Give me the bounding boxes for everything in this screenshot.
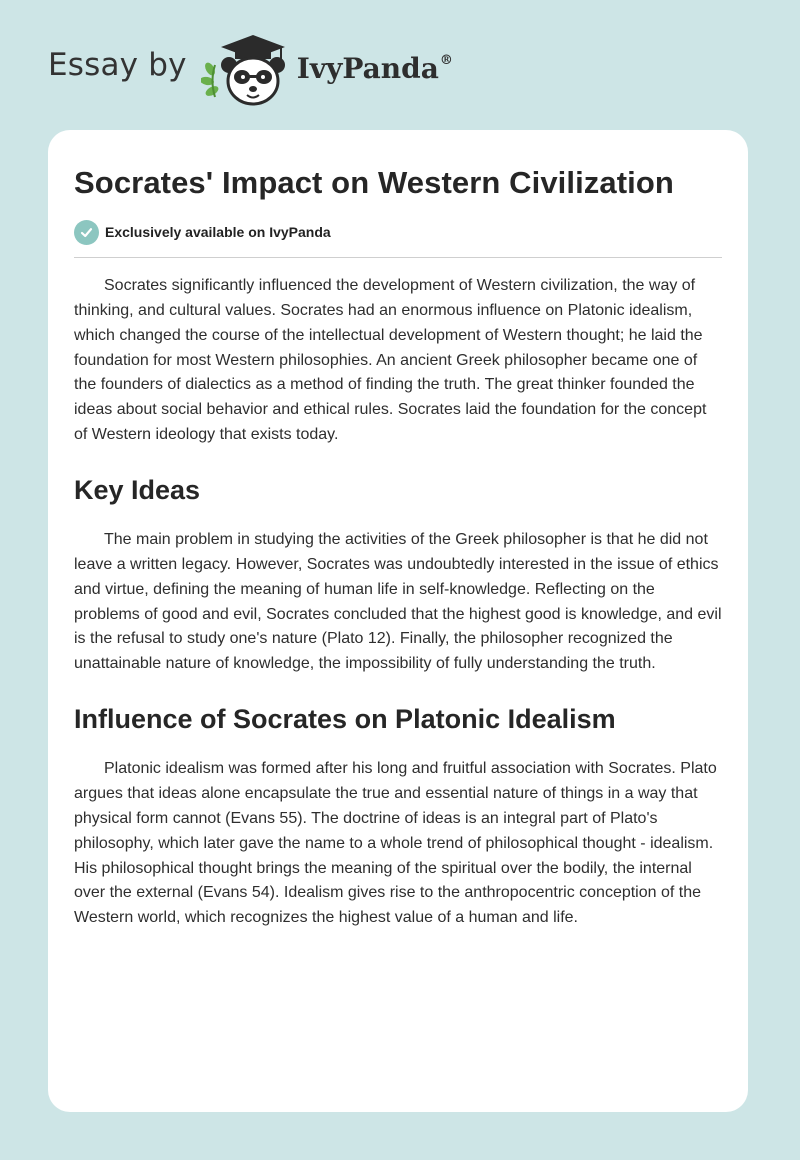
brand-name: IvyPanda <box>296 51 439 85</box>
section-heading-platonic-idealism: Influence of Socrates on Platonic Idealism <box>74 703 616 734</box>
exclusive-badge <box>74 219 722 245</box>
check-icon <box>74 220 99 245</box>
essay-by-label: Essay by <box>48 47 187 83</box>
trademark-symbol: ® <box>439 52 453 68</box>
section-paragraph-platonic-idealism: Platonic idealism was formed after his long and fruitful association with Socrates. Plato argues that ideas alone encapsulate the true and essential nature of things in a way that physical form cannot (Evans 55). The doctrine of ideas is an integral part of Plato's philosophy, which later gave the name to a whole trend of philosophical thought - idealism. His philosophical thought brings the meaning of the spiritual over the bodily, the internal over the external (Evans 54). Idealism gives rise to the anthropocentric conception of the Western world, which recognizes the highest value of a human and life. <box>74 760 717 927</box>
title-divider <box>74 257 722 258</box>
section-paragraph-key-ideas: The main problem in studying the activities of the Greek philosopher is that he did not leave a written legacy. However, Socrates was undoubtedly interested in the issue of ethics and virtue, defining the meaning of human life in self-knowledge. Reflecting on the problems of good and evil, Socrates concluded that the highest good is knowledge, and evil is the refusal to study one's nature (Plato 12). Finally, the philosopher recognized the unattainable nature of knowledge, the impossibility of fully understanding the truth. <box>74 531 722 673</box>
exclusive-label: Exclusively available on IvyPanda <box>105 224 331 241</box>
page-title: Socrates' Impact on Western Civilization <box>74 165 674 200</box>
intro-paragraph: Socrates significantly influenced the development of Western civilization, the way of thinking, and cultural values. Socrates had an enormous influence on Platonic idealism, which changed the course of the intellectual development of Western thought; he laid the foundation for most Western philosophies. An ancient Greek philosopher became one of the founders of dialectics as a method of finding the truth. The great thinker founded the ideas about social behavior and ethical rules. Socrates laid the foundation for the concept of Western ideology that exists today. <box>74 277 707 443</box>
site-header <box>48 30 453 110</box>
essay-card <box>48 130 748 1112</box>
ivypanda-wordmark[interactable] <box>297 52 453 85</box>
section-heading-key-ideas: Key Ideas <box>74 474 201 505</box>
panda-logo-icon[interactable] <box>201 31 293 109</box>
